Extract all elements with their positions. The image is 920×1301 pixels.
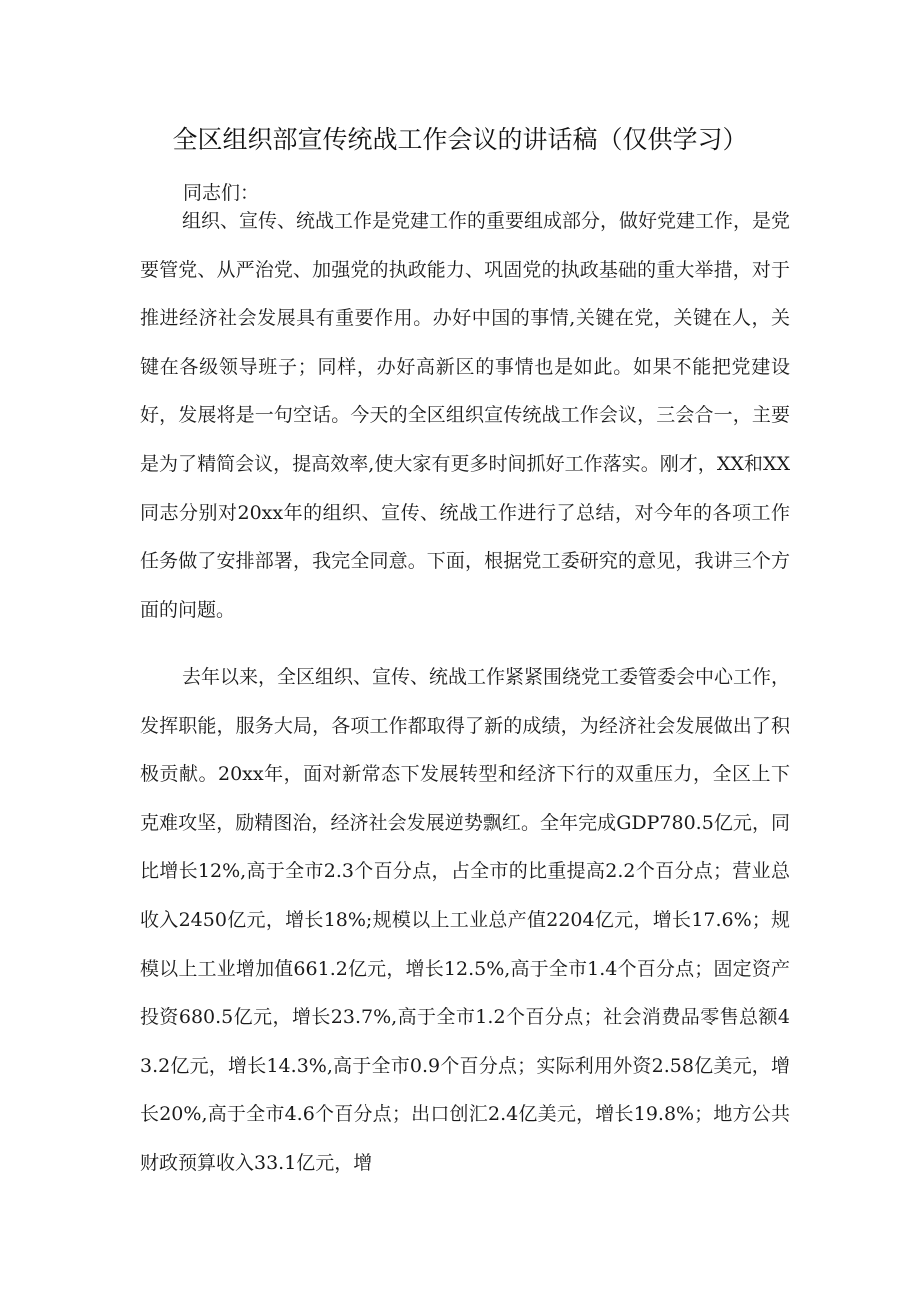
body-paragraph-1: 组织、宣传、统战工作是党建工作的重要组成部分，做好党建工作，是党要管党、从严治党、加强党的执政能力、巩固党的执政基础的重大举措，对于推进经济社会发展具有重要作用。办好中国的事情,关键在党，关键在人，关键在各级领导班子；同样，办好高新区的事情也是如此。如果不能把党建设好，发展将是一句空话。今天的全区组织宣传统战工作会议，三会合一，主要是为了精简会议，提高效率,使大家有更多时间抓好工作落实。刚才，XX和XX同志分别对20xx年的组织、宣传、统战工作进行了总结，对今年的各项工作任务做了安排部署，我完全同意。下面，根据党工委研究的意见，我讲三个方面的问题。 <box>140 210 791 621</box>
salutation: 同志们： <box>183 182 260 204</box>
body-paragraph-2: 去年以来，全区组织、宣传、统战工作紧紧围绕党工委管委会中心工作，发挥职能，服务大局，各项工作都取得了新的成绩，为经济社会发展做出了积极贡献。20xx年，面对新常态下发展转型和经济下行的双重压力，全区上下克难攻坚，励精图治，经济社会发展逆势飘红。全年完成GDP780.5亿元，同比增长12%,高于全市2.3个百分点，占全市的比重提高2.2个百分点；营业总收入2450亿元，增长18%;规模以上工业总产值2204亿元，增长17.6%；规模以上工业增加值661.2亿元，增长12.5%,高于全市1.4个百分点；固定资产投资680.5亿元，增长23.7%,高于全市1.2个百分点；社会消费品零售总额43.2亿元，增长14.3%,高于全市0.9个百分点；实际利用外资2.58亿美元，增长20%,高于全市4.6个百分点；出口创汇2.4亿美元，增长19.8%；地方公共财政预算收入33.1亿元，增 <box>140 666 791 1174</box>
document-title: 全区组织部宣传统战工作会议的讲话稿（仅供学习） <box>172 125 748 154</box>
